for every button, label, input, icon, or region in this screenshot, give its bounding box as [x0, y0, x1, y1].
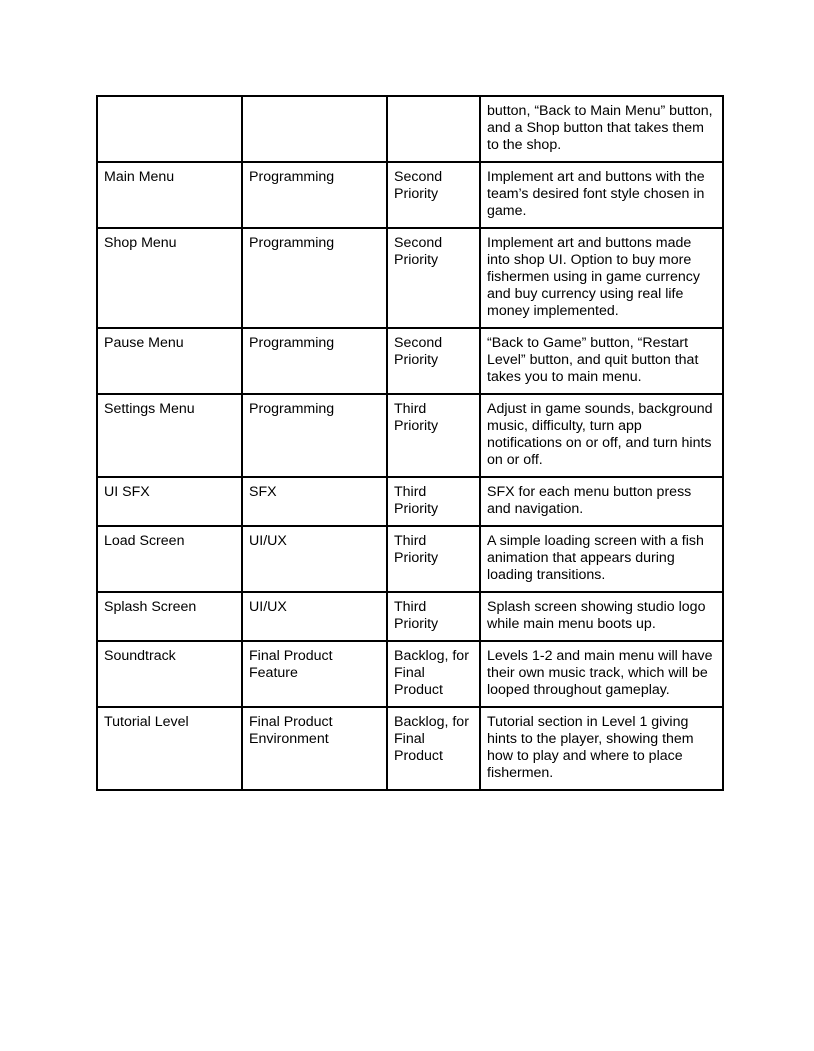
description-cell: Implement art and buttons with the team’s desired font style chosen in game. [480, 162, 723, 228]
description-cell: Splash screen showing studio logo while main menu boots up. [480, 592, 723, 641]
priority-cell: Second Priority [387, 162, 480, 228]
discipline-cell: Final Product Environment [242, 707, 387, 790]
feature-cell: Splash Screen [97, 592, 242, 641]
discipline-cell: SFX [242, 477, 387, 526]
discipline-cell: Programming [242, 228, 387, 328]
discipline-cell [242, 96, 387, 162]
table-row [97, 228, 723, 328]
table-row [97, 707, 723, 790]
feature-cell: Shop Menu [97, 228, 242, 328]
priority-cell: Second Priority [387, 328, 480, 394]
discipline-cell: Programming [242, 394, 387, 477]
feature-cell [97, 96, 242, 162]
discipline-cell: Programming [242, 162, 387, 228]
priority-cell: Backlog, for Final Product [387, 641, 480, 707]
feature-cell: Soundtrack [97, 641, 242, 707]
description-cell: Levels 1-2 and main menu will have their own music track, which will be looped throughout gameplay. [480, 641, 723, 707]
feature-cell: Settings Menu [97, 394, 242, 477]
table-row [97, 394, 723, 477]
priority-cell [387, 96, 480, 162]
priority-cell: Second Priority [387, 228, 480, 328]
feature-cell: Tutorial Level [97, 707, 242, 790]
description-cell: SFX for each menu button press and navigation. [480, 477, 723, 526]
description-cell: A simple loading screen with a fish animation that appears during loading transitions. [480, 526, 723, 592]
feature-cell: UI SFX [97, 477, 242, 526]
description-cell: “Back to Game” button, “Restart Level” button, and quit button that takes you to main menu. [480, 328, 723, 394]
description-cell: Adjust in game sounds, background music, difficulty, turn app notifications on or off, and turn hints on or off. [480, 394, 723, 477]
table-body [97, 96, 723, 790]
feature-table [96, 95, 724, 791]
description-cell: Tutorial section in Level 1 giving hints to the player, showing them how to play and where to place fishermen. [480, 707, 723, 790]
table-row [97, 96, 723, 162]
priority-cell: Backlog, for Final Product [387, 707, 480, 790]
table-row [97, 641, 723, 707]
feature-cell: Main Menu [97, 162, 242, 228]
description-cell: Implement art and buttons made into shop UI. Option to buy more fishermen using in game currency and buy currency using real life money implemented. [480, 228, 723, 328]
table-row [97, 592, 723, 641]
priority-cell: Third Priority [387, 592, 480, 641]
discipline-cell: UI/UX [242, 592, 387, 641]
priority-cell: Third Priority [387, 477, 480, 526]
priority-cell: Third Priority [387, 526, 480, 592]
table-row [97, 477, 723, 526]
description-cell: button, “Back to Main Menu” button, and a Shop button that takes them to the shop. [480, 96, 723, 162]
feature-cell: Load Screen [97, 526, 242, 592]
priority-cell: Third Priority [387, 394, 480, 477]
table-row [97, 162, 723, 228]
discipline-cell: UI/UX [242, 526, 387, 592]
feature-cell: Pause Menu [97, 328, 242, 394]
table-row [97, 328, 723, 394]
discipline-cell: Programming [242, 328, 387, 394]
discipline-cell: Final Product Feature [242, 641, 387, 707]
table-row [97, 526, 723, 592]
